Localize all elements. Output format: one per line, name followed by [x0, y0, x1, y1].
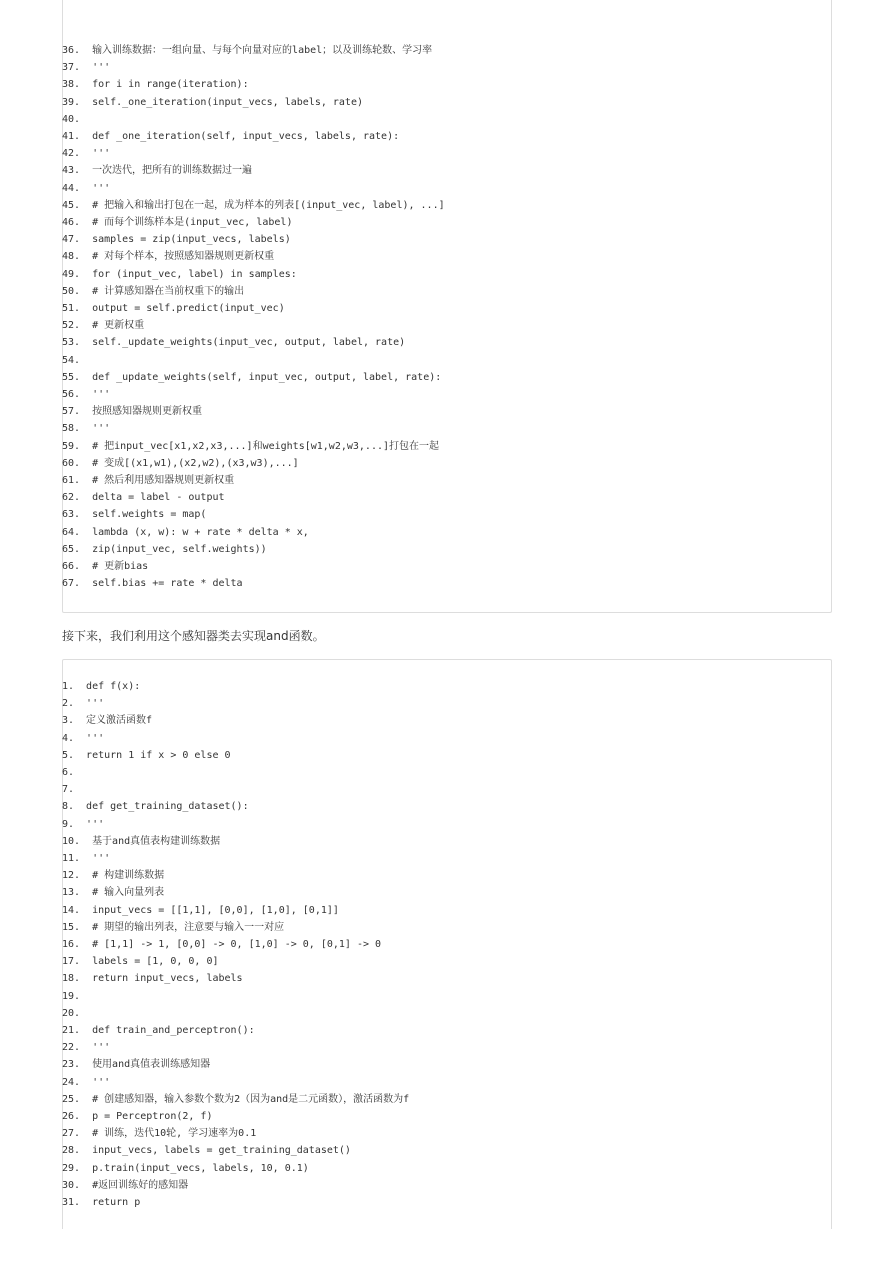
code-line: [62, 352, 832, 369]
line-number: 58.: [62, 423, 81, 435]
code-line: [62, 1056, 832, 1073]
code-line: [62, 524, 832, 541]
code-line: [62, 678, 832, 695]
code-text: def f(x):: [86, 681, 141, 692]
code-text: def _one_iteration(self, input_vecs, labels, rate):: [92, 131, 400, 142]
code-line: [62, 386, 832, 403]
code-line: [62, 936, 832, 953]
code-line: [62, 730, 832, 747]
line-number: 63.: [62, 509, 81, 521]
code-text: self.bias += rate * delta: [92, 578, 243, 590]
line-number: 67.: [62, 578, 81, 590]
line-number: 28.: [62, 1145, 81, 1157]
code-line: [62, 833, 832, 850]
line-number: 3.: [62, 715, 75, 727]
line-number: 29.: [62, 1162, 81, 1174]
code-text: 输入训练数据：一组向量、与每个向量对应的label；以及训练轮数、学习率: [92, 45, 433, 56]
code-text: input_vecs, labels = get_training_dataset(): [92, 1145, 351, 1157]
code-line: [62, 1142, 832, 1159]
code-line: [62, 42, 832, 59]
line-number: 11.: [62, 853, 81, 864]
code-text: ''': [92, 1042, 111, 1054]
line-number: 8.: [62, 801, 75, 813]
code-text: p.train(input_vecs, labels, 10, 0.1): [92, 1162, 309, 1174]
code-line: [62, 850, 832, 867]
code-line: [62, 953, 832, 970]
code-text: self._one_iteration(input_vecs, labels, rate): [92, 96, 363, 108]
code-text: lambda (x, w): w + rate * delta * x,: [92, 526, 309, 538]
line-number: 4.: [62, 732, 75, 744]
line-number: 6.: [62, 767, 75, 778]
code-text: # 构建训练数据: [92, 870, 165, 882]
code-text: delta = label - output: [92, 492, 225, 504]
code-line: [62, 1194, 832, 1211]
line-number: 54.: [62, 354, 81, 366]
code-line: [62, 884, 832, 901]
code-text: # 更新权重: [92, 320, 145, 332]
code-text: return p: [92, 1197, 141, 1208]
line-number: 13.: [62, 887, 81, 899]
code-line: [62, 575, 832, 592]
code-line: [62, 420, 832, 437]
code-line: [62, 1091, 832, 1108]
code-text: self._update_weights(input_vec, output, label, rate): [92, 337, 406, 349]
code-text: samples = zip(input_vecs, labels): [92, 234, 291, 246]
code-line: [62, 94, 832, 111]
line-number: 26.: [62, 1111, 81, 1122]
line-number: 52.: [62, 320, 81, 332]
code-line: [62, 867, 832, 884]
code-text: for i in range(iteration):: [92, 79, 249, 91]
code-text: zip(input_vec, self.weights)): [92, 543, 267, 555]
line-number: 48.: [62, 251, 81, 263]
code-line: [62, 180, 832, 197]
line-number: 51.: [62, 303, 81, 314]
code-line: [62, 695, 832, 712]
line-number: 9.: [62, 818, 75, 830]
line-number: 27.: [62, 1128, 81, 1140]
code-text: # 输入向量列表: [92, 887, 165, 899]
line-number: 60.: [62, 457, 81, 469]
code-line: [62, 816, 832, 833]
line-number: 23.: [62, 1059, 81, 1071]
code-line: [62, 1022, 832, 1039]
code-text: return input_vecs, labels: [92, 973, 243, 985]
line-number: 65.: [62, 543, 81, 555]
code-text: # 更新bias: [92, 561, 149, 572]
code-line: [62, 334, 832, 351]
code-line: [62, 489, 832, 506]
code-line: [62, 1039, 832, 1056]
code-text: # [1,1] -> 1, [0,0] -> 0, [1,0] -> 0, [0,1] -> 0: [92, 939, 382, 950]
paragraph-text: 接下来，我们利用这个感知器类去实现and函数。: [62, 629, 325, 643]
line-number: 53.: [62, 337, 81, 349]
code-text: labels = [1, 0, 0, 0]: [92, 956, 219, 968]
code-text: ''': [86, 698, 105, 710]
code-line: [62, 59, 832, 76]
code-line: [62, 128, 832, 145]
line-number: 25.: [62, 1093, 81, 1105]
code-text: # 创建感知器，输入参数个数为2（因为and是二元函数），激活函数为f: [92, 1093, 410, 1105]
line-number: 38.: [62, 79, 81, 91]
code-line: [62, 472, 832, 489]
code-text: ''': [92, 389, 111, 400]
code-line: [62, 1005, 832, 1022]
code-text: # 把input_vec[x1,x2,x3,...]和weights[w1,w2,w3,...]打包在一起: [92, 440, 440, 452]
code-line: [62, 506, 832, 523]
code-line: [62, 76, 832, 93]
code-text: input_vecs = [[1,1], [0,0], [1,0], [0,1]]: [92, 904, 339, 916]
code-text: # 把输入和输出打包在一起，成为样本的列表[(input_vec, label), ...]: [92, 199, 445, 211]
code-line: [62, 747, 832, 764]
code-text: output = self.predict(input_vec): [92, 303, 285, 314]
line-number: 43.: [62, 165, 81, 177]
code-text: def _update_weights(self, input_vec, output, label, rate):: [92, 371, 442, 383]
line-number: 1.: [62, 681, 75, 692]
code-line: [62, 919, 832, 936]
code-line: [62, 214, 832, 231]
line-number: 57.: [62, 406, 81, 418]
line-number: 31.: [62, 1197, 81, 1208]
line-number: 19.: [62, 990, 81, 1002]
code-text: for (input_vec, label) in samples:: [92, 268, 297, 280]
line-number: 49.: [62, 268, 81, 280]
code-line: [62, 970, 832, 987]
line-number: 62.: [62, 492, 81, 504]
code-line: [62, 902, 832, 919]
code-line: [62, 712, 832, 729]
line-number: 14.: [62, 904, 81, 916]
code-text: p = Perceptron(2, f): [92, 1111, 213, 1122]
code-line: [62, 455, 832, 472]
code-text: def train_and_perceptron():: [92, 1025, 255, 1036]
line-number: 66.: [62, 561, 81, 572]
code-text: ''': [92, 1076, 111, 1088]
code-text: # 变成[(x1,w1),(x2,w2),(x3,w3),...]: [92, 457, 299, 469]
code-text: #返回训练好的感知器: [92, 1179, 189, 1191]
code-text: def get_training_dataset():: [86, 801, 249, 813]
line-number: 22.: [62, 1042, 81, 1054]
line-number: 42.: [62, 148, 81, 160]
line-number: 36.: [62, 45, 81, 56]
line-number: 12.: [62, 870, 81, 882]
code-line: [62, 162, 832, 179]
line-number: 40.: [62, 113, 81, 125]
code-line: [62, 541, 832, 558]
code-text: ''': [92, 62, 111, 74]
line-number: 47.: [62, 234, 81, 246]
code-line: [62, 1177, 832, 1194]
code-text: # 然后利用感知器规则更新权重: [92, 475, 235, 486]
code-text: # 而每个训练样本是(input_vec, label): [92, 217, 293, 228]
code-line: [62, 231, 832, 248]
line-number: 37.: [62, 62, 81, 74]
code-line: [62, 283, 832, 300]
code-line: [62, 1160, 832, 1177]
code-line: [62, 781, 832, 798]
code-line: [62, 111, 832, 128]
line-number: 61.: [62, 475, 81, 486]
code-line: [62, 1125, 832, 1142]
code-text: 基于and真值表构建训练数据: [92, 835, 221, 847]
code-text: ''': [92, 423, 111, 435]
code-text: 按照感知器规则更新权重: [92, 406, 203, 418]
code-line: [62, 764, 832, 781]
code-text: 一次迭代，把所有的训练数据过一遍: [92, 165, 253, 177]
code-line: [62, 266, 832, 283]
line-number: 5.: [62, 749, 75, 761]
code-line: [62, 197, 832, 214]
line-number: 59.: [62, 440, 81, 452]
code-text: # 训练，迭代10轮, 学习速率为0.1: [92, 1128, 257, 1140]
line-number: 44.: [62, 182, 81, 194]
line-number: 39.: [62, 96, 81, 108]
line-number: 64.: [62, 526, 81, 538]
code-text: return 1 if x > 0 else 0: [86, 749, 231, 761]
code-text: ''': [92, 148, 111, 160]
code-text: ''': [86, 732, 105, 744]
code-line: [62, 558, 832, 575]
code-text: 定义激活函数f: [86, 715, 153, 727]
code-text: # 期望的输出列表，注意要与输入一一对应: [92, 921, 285, 933]
line-number: 15.: [62, 921, 81, 933]
line-number: 10.: [62, 835, 81, 847]
code-line: [62, 369, 832, 386]
code-text: ''': [92, 853, 111, 864]
line-number: 21.: [62, 1025, 81, 1036]
line-number: 56.: [62, 389, 81, 400]
code-line: [62, 988, 832, 1005]
line-number: 24.: [62, 1076, 81, 1088]
code-line: [62, 1108, 832, 1125]
line-number: 45.: [62, 199, 81, 211]
line-number: 55.: [62, 371, 81, 383]
line-number: 50.: [62, 285, 81, 297]
code-line: [62, 248, 832, 265]
line-number: 41.: [62, 131, 81, 142]
line-number: 30.: [62, 1179, 81, 1191]
code-line: [62, 317, 832, 334]
code-text: ''': [86, 818, 105, 830]
code-text: # 计算感知器在当前权重下的输出: [92, 285, 245, 297]
line-number: 17.: [62, 956, 81, 968]
code-text: # 对每个样本，按照感知器规则更新权重: [92, 251, 275, 263]
line-number: 20.: [62, 1007, 81, 1019]
line-number: 2.: [62, 698, 75, 710]
line-number: 16.: [62, 939, 81, 950]
line-number: 46.: [62, 217, 81, 228]
code-line: [62, 403, 832, 420]
code-line: [62, 300, 832, 317]
code-line: [62, 798, 832, 815]
code-text: self.weights = map(: [92, 509, 207, 521]
code-line: [62, 1074, 832, 1091]
code-line: [62, 438, 832, 455]
code-text: ''': [92, 182, 111, 194]
code-line: [62, 145, 832, 162]
line-number: 18.: [62, 973, 81, 985]
code-text: 使用and真值表训练感知器: [92, 1059, 211, 1071]
line-number: 7.: [62, 784, 75, 796]
